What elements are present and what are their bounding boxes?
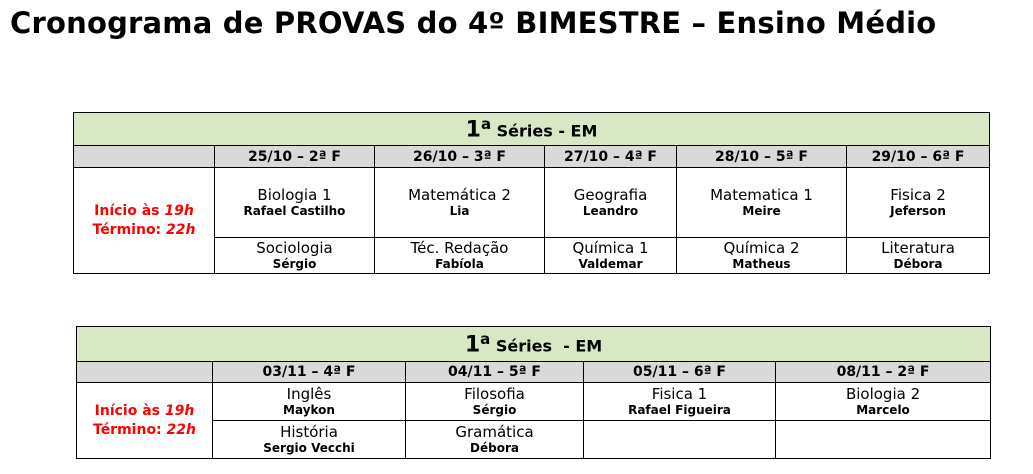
date-header: 03/11 – 4ª F [213,362,406,383]
teacher: Rafael Figueira [628,403,731,417]
teacher: Rafael Castilho [243,204,346,218]
exam-cell [213,383,406,421]
date-header-blank [74,146,215,168]
subject: Gramática [455,423,534,441]
exam-cell [375,168,545,238]
exam-cell [406,421,584,459]
teacher: Débora [470,441,519,455]
subject: Inglês [286,385,332,403]
subject: Biologia 2 [845,385,921,403]
teacher: Meire [742,204,781,218]
teacher: Leandro [582,204,639,218]
teacher: Valdemar [578,257,643,271]
teacher: Débora [893,257,943,271]
teacher: Marcelo [856,403,910,417]
exam-cell [847,168,990,238]
teacher: Maykon [283,403,335,417]
exam-schedule-table-2 [76,326,991,459]
exam-cell [213,421,406,459]
exam-cell-empty [776,421,991,459]
teacher: Matheus [732,257,791,271]
end-time: Término: 22h [92,221,196,238]
exam-cell [215,238,375,274]
exam-schedule-table-1 [73,112,990,274]
exam-cell-empty [584,421,776,459]
subject: Química 2 [723,239,800,257]
exam-cell [584,383,776,421]
teacher: Jeferson [890,204,946,218]
exam-cell [215,168,375,238]
series-header [74,113,990,146]
page-title: Cronograma de PROVAS do 4º BIMESTRE – Ensino Médio [10,6,937,40]
subject: Geografia [573,186,648,204]
series-number: 1 [464,332,481,358]
subject: Téc. Redação [410,239,509,257]
date-header: 25/10 – 2ª F [215,146,375,168]
date-header: 08/11 – 2ª F [776,362,991,383]
date-header: 29/10 – 6ª F [847,146,990,168]
teacher: Sergio Vecchi [263,441,355,455]
series-header [77,327,991,362]
exam-cell [375,238,545,274]
date-header: 28/10 – 5ª F [677,146,847,168]
series-suffix: - EM [558,121,598,141]
exam-cell [545,238,677,274]
subject: Filosofia [464,385,525,403]
series-label: Séries [496,121,553,141]
exam-cell [847,238,990,274]
series-label: Séries [495,336,552,356]
date-header: 27/10 – 4ª F [545,146,677,168]
exam-cell [545,168,677,238]
subject: Matematica 1 [710,186,813,204]
teacher: Sérgio [472,403,517,417]
series-suffix: - EM [563,336,603,356]
exam-cell [677,168,847,238]
subject: Biologia 1 [257,186,332,204]
subject: História [280,423,338,441]
date-header-blank [77,362,213,383]
subject: Literatura [881,239,955,257]
teacher: Lia [449,204,470,218]
date-header: 05/11 – 6ª F [584,362,776,383]
date-header: 04/11 – 5ª F [406,362,584,383]
teacher: Sérgio [272,257,317,271]
series-ordinal: a [480,329,491,348]
subject: Fisica 1 [651,385,708,403]
exam-cell [677,238,847,274]
end-time: Término: 22h [93,421,196,438]
exam-cell [776,383,991,421]
subject: Fisica 2 [890,186,946,204]
date-header: 26/10 – 3ª F [375,146,545,168]
subject: Matemática 2 [408,186,511,204]
exam-time-cell [74,168,215,274]
start-time: Início às 19h [94,402,195,419]
exam-time-cell [77,383,213,459]
subject: Química 1 [572,239,649,257]
start-time: Início às 19h [94,202,194,219]
teacher: Fabíola [435,257,484,271]
subject: Sociologia [256,239,333,257]
series-number: 1 [465,117,481,143]
exam-cell [406,383,584,421]
series-ordinal: a [480,114,492,133]
